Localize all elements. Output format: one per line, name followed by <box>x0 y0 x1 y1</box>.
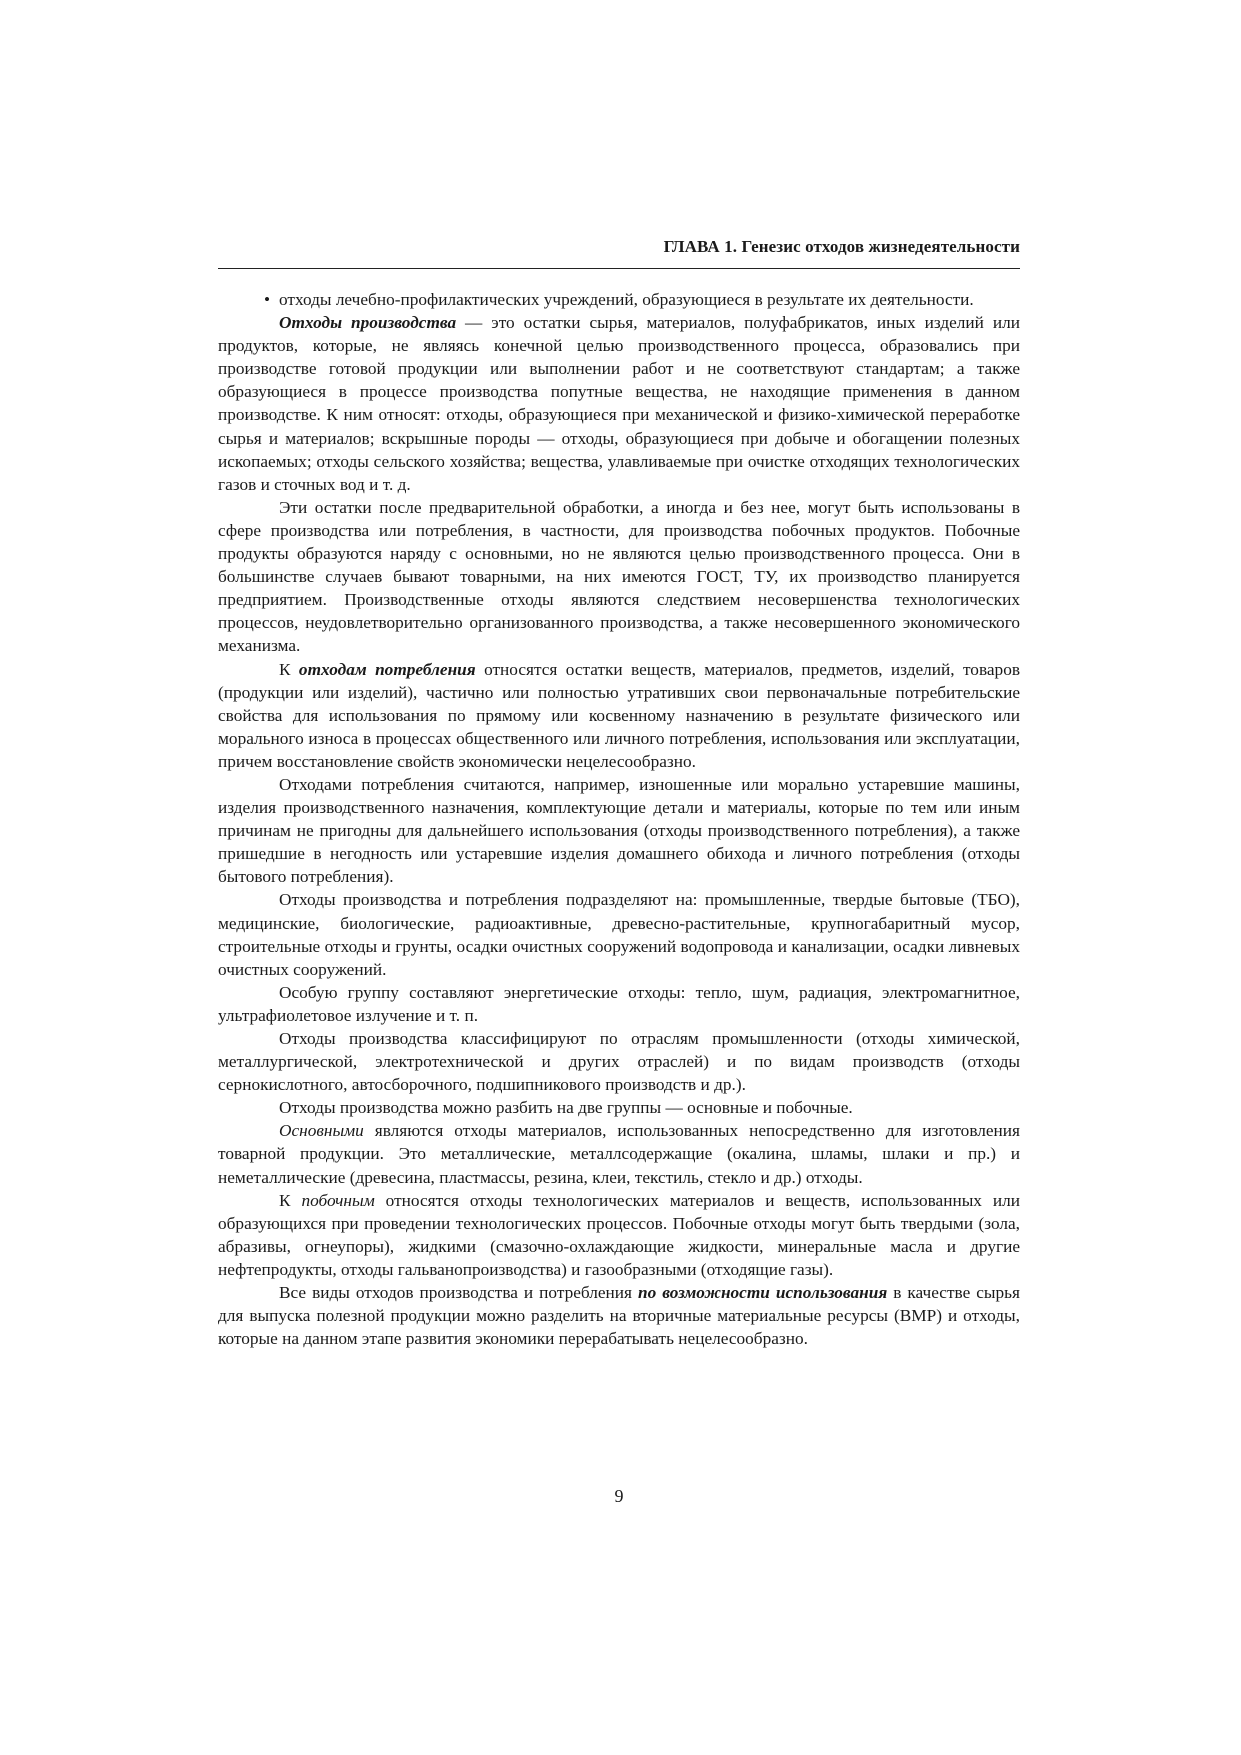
bullet-mark: • <box>264 290 271 309</box>
paragraph-consumption-examples: Отходами потребления считаются, например, изношенные или морально устаревшие машины, изделия производственного назначения, комплектующие детали и материалы, которые по тем или иным причинам не пригодны для дальнейшего использования (отходы производственного потребления), а также пришедшие в негодность или устаревшие изделия домашнего обихода и личного потребления (отходы бытового потребления). <box>218 774 1020 887</box>
paragraph-residues: Эти остатки после предварительной обработки, а иногда и без нее, могут быть использованы в сфере производства или потребления, в частности, для производства побочных продуктов. Побочные продукты образуются наряду с основными, но не являются целью производственного процесса. Они в большинстве случаев бывают товарными, на них имеются ГОСТ, ТУ, их производство планируется предприятием. Производственные отходы являются следствием несовершенства технологических процессов, неудовлетворительно организованного производства, а также несовершенного экономического механизма. <box>218 497 1020 656</box>
paragraph-text: являются отходы материалов, использованных непосредственно для изготовления товарной продукции. Это металлические, металлсодержащие (окалина, шламы, шлаки и пр.) и неметаллические (древесина, пластмассы, резина, клеи, текстиль, стекло и др.) отходы. <box>218 1121 1020 1187</box>
paragraph-main-waste <box>218 1119 1020 1188</box>
paragraph-text: относятся отходы технологических материалов и веществ, использованных или образующихся при проведении технологических процессов. Побочные отходы могут быть твердыми (зола, абразивы, огнеупоры), жидкими (смазочно-охлаждающие жидкости, минеральные масла и другие нефтепродукты, отходы гальванопроизводства) и газообразными (отходящие газы). <box>218 1190 1020 1279</box>
header-rule <box>218 268 1020 269</box>
paragraph-byproduct-waste <box>218 1189 1020 1281</box>
paragraph-lead: К <box>279 1190 302 1210</box>
paragraph-usability <box>218 1281 1020 1350</box>
bullet-text: отходы лечебно-профилактических учреждений, образующиеся в результате их деятельности. <box>279 290 974 309</box>
term-consumption-waste: отходам потребления <box>298 659 476 679</box>
paragraph-lead: К <box>279 659 299 679</box>
paragraph-text: в качестве сырья для выпуска полезной продукции можно разделить на вторичные материальные ресурсы (ВМР) и отходы, которые на данном этапе развития экономики перерабатывать нецелесообразно. <box>218 1283 1020 1349</box>
term-production-waste: Отходы производства <box>279 313 457 333</box>
paragraph-two-groups: Отходы производства можно разбить на две группы — основные и побочные. <box>279 1098 853 1118</box>
paragraph-consumption-waste <box>218 658 1020 773</box>
page-body <box>218 288 1020 1350</box>
paragraph-industry-classification: Отходы производства классифицируют по отраслям промышленности (отходы химической, металлургической, электротехнической и других отраслей) и по видам производств (отходы сернокислотного, автосборочного, подшипникового производств и др.). <box>218 1029 1020 1095</box>
page-number: 9 <box>614 1486 624 1506</box>
bullet-item <box>264 288 1020 311</box>
running-head: ГЛАВА 1. Генезис отходов жизнедеятельности <box>663 237 1020 256</box>
term-usability: по возможности использования <box>637 1283 888 1303</box>
term-byproduct-waste: побочным <box>301 1190 375 1210</box>
paragraph-lead: Все виды отходов производства и потребления <box>279 1283 638 1303</box>
paragraph-text: — это остатки сырья, материалов, полуфабрикатов, иных изделий или продуктов, которые, не являясь конечной целью производственного процесса, образовались при производстве готовой продукции или выполнении работ и не соответствуют стандартам; а также образующиеся в процессе производства попутные вещества, не находящие применения в данном производстве. К ним относят: отходы, образующиеся при механической и физико-химической переработке сырья и материалов; вскрышные породы — отходы, образующиеся при добыче и обогащении полезных ископаемых; отходы сельского хозяйства; вещества, улавливаемые при очистке отходящих технологических газов и сточных вод и т. д. <box>218 313 1020 494</box>
paragraph-production-waste <box>218 311 1020 496</box>
term-main-waste: Основными <box>279 1121 364 1141</box>
paragraph-energy-waste: Особую группу составляют энергетические отходы: тепло, шум, радиация, электромагнитное, ультрафиолетовое излучение и т. п. <box>218 982 1020 1025</box>
paragraph-waste-types: Отходы производства и потребления подразделяют на: промышленные, твердые бытовые (ТБО), медицинские, биологические, радиоактивные, древесно-растительные, крупногабаритный мусор, строительные отходы и грунты, осадки очистных сооружений водопровода и канализации, осадки ливневых очистных сооружений. <box>218 890 1020 979</box>
paragraph-text: относятся остатки веществ, материалов, предметов, изделий, товаров (продукции или изделий), частично или полностью утративших свои первоначальные потребительские свойства для использования по прямому или косвенному назначению в результате физического или морального износа в процессах общественного или личного потребления, использования или эксплуатации, причем восстановление свойств экономически нецелесообразно. <box>218 659 1020 771</box>
